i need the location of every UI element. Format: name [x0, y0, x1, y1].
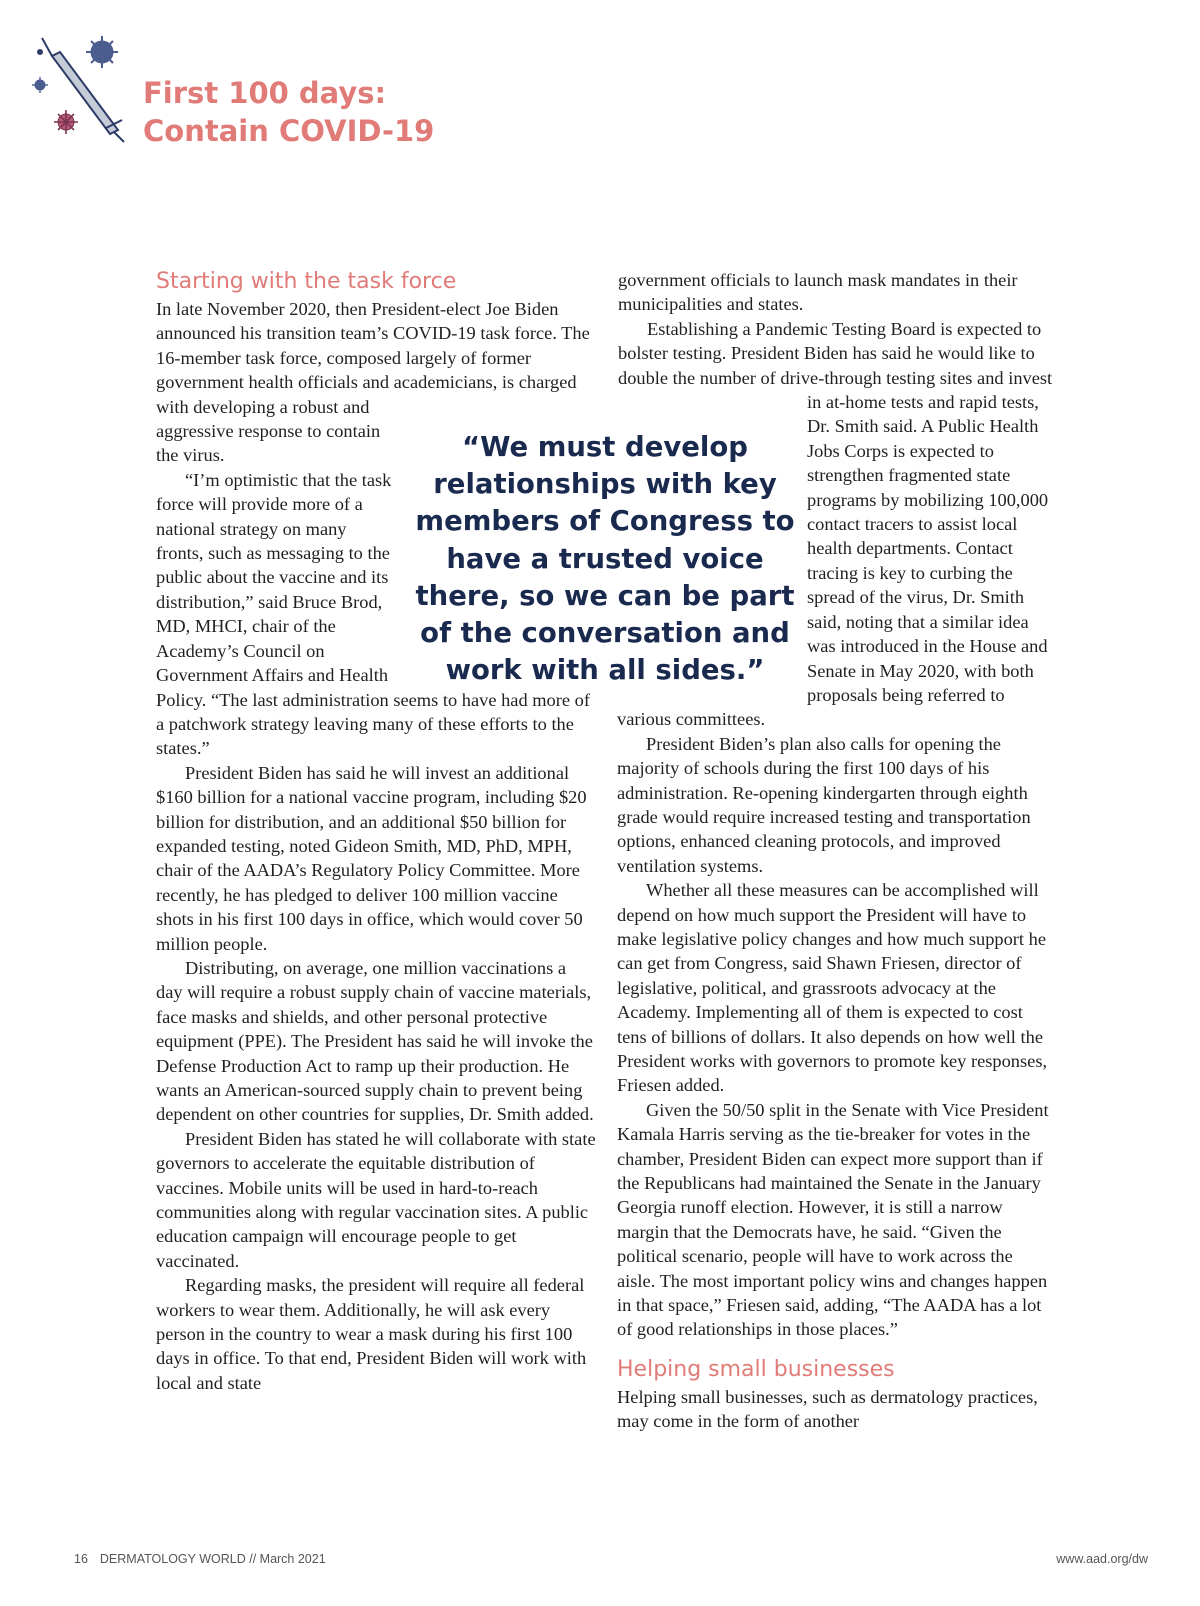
syringe-virus-icon [30, 30, 140, 145]
paragraph: Given the 50/50 split in the Senate with Vice President Kamala Harris serving as the tie-breaker for votes in the chamber, President Biden can expect more support than if the Republicans had maintained the Senate in the January Georgia runoff election. However, it is still a narrow margin that the Democrats have, he said. “Given the political scenario, people will have to work across the aisle. The most important policy wins and changes happen in that space,” Friesen said, adding, “The AADA has a lot of good relationships in those places.” [617, 1099, 1049, 1340]
paragraph: In late November 2020, then President-elect Joe Biden announced his transition team’s COVID-19 task force. The 16-member task force, composed largely of former government health officials and academicians, is charged with developing a robust and aggressive response to contain the virus. [156, 299, 590, 466]
page-number: 16 [74, 1552, 88, 1566]
footer-url: www.aad.org/dw [1056, 1552, 1148, 1566]
section-heading-small-businesses: Helping small businesses [617, 1356, 895, 1382]
paragraph: Establishing a Pandemic Testing Board is expected to bolster testing. President Biden has said he would like to double the number of drive-through testing sites and invest in at-home tests and rapid tests, Dr. Smith said. A Public Health Jobs Corps is expected to strengthen fragmented state programs by mobilizing 100,000 contact tracers to assist local health departments. Contact tracing is key to curbing the spread of the virus, Dr. Smith said, noting that a similar idea was introduced in the House and Senate in May 2020, with both proposals being referred to various committees. [617, 318, 1053, 730]
virus-small [32, 77, 48, 93]
pull-quote: “We must develop relationships with key members of Congress to have a trusted voice there, so we can be part of the conversation and work with all sides.” [415, 431, 795, 687]
virus-medium [54, 110, 78, 134]
virus-large [86, 36, 118, 68]
paragraph: Regarding masks, the president will require all federal workers to wear them. Additionally, he will ask every person in the country to wear a mask during his first 100 days in office. To that end, President Biden will work with local and state [156, 1275, 587, 1393]
page-title [143, 74, 434, 150]
paragraph: President Biden has said he will invest an additional $160 billion for a national vaccine program, including $20 billion for distribution, and an additional $50 billion for expanded testing, noted Gideon Smith, MD, PhD, MPH, chair of the AADA’s Regulatory Policy Committee. More recently, he has pledged to deliver 100 million vaccine shots in his first 100 days in office, which would cover 50 million people. [156, 762, 587, 954]
paragraph: Whether all these measures can be accomplished will depend on how much support the President will have to make legislative policy changes and how much support he can get from Congress, said Shawn Friesen, director of legislative, political, and grassroots advocacy at the Academy. Implementing all of them is expected to cost tens of billions of dollars. It also depends on how well the President works with governors to promote key responses, Friesen added. [617, 880, 1048, 1096]
paragraph: Helping small businesses, such as dermatology practices, may come in the form of another [617, 1386, 1038, 1432]
section-heading-task-force: Starting with the task force [156, 269, 457, 294]
paragraph: President Biden’s plan also calls for opening the majority of schools during the first 100 days of his administration. Re-opening kindergarten through eighth grade would require increased testing and transportation options, enhanced cleaning protocols, and improved ventilation systems. [617, 733, 1031, 876]
paragraph: “I’m optimistic that the task force will provide more of a national strategy on many fronts, such as messaging to the public about the vaccine and its distribution,” said Bruce Brod, MD, MHCI, chair of the Academy’s Council on Government Affairs and Health Policy. “The last administration seems to have had more of a patchwork strategy leaving many of these efforts to the states.” [156, 469, 590, 759]
publication-name: DERMATOLOGY WORLD // March 2021 [99, 1552, 326, 1566]
paragraph: Distributing, on average, one million vaccinations a day will require a robust supply chain of vaccine materials, face masks and shields, and other personal protective equipment (PPE). The President has said he will invoke the Defense Production Act to ramp up their production. He wants an American-sourced supply chain to prevent being dependent on other countries for supplies, Dr. Smith added. [156, 957, 594, 1125]
title-line-1: First 100 days: [143, 76, 387, 110]
footer-left [74, 1552, 326, 1566]
title-line-2: Contain COVID-19 [143, 114, 435, 148]
paragraph: President Biden has stated he will collaborate with state governors to accelerate the equitable distribution of vaccines. Mobile units will be used in hard-to-reach communities along with regular vaccination sites. A public education campaign will encourage people to get vaccinated. [156, 1128, 596, 1271]
paragraph: government officials to launch mask mandates in their municipalities and states. [618, 270, 1018, 315]
